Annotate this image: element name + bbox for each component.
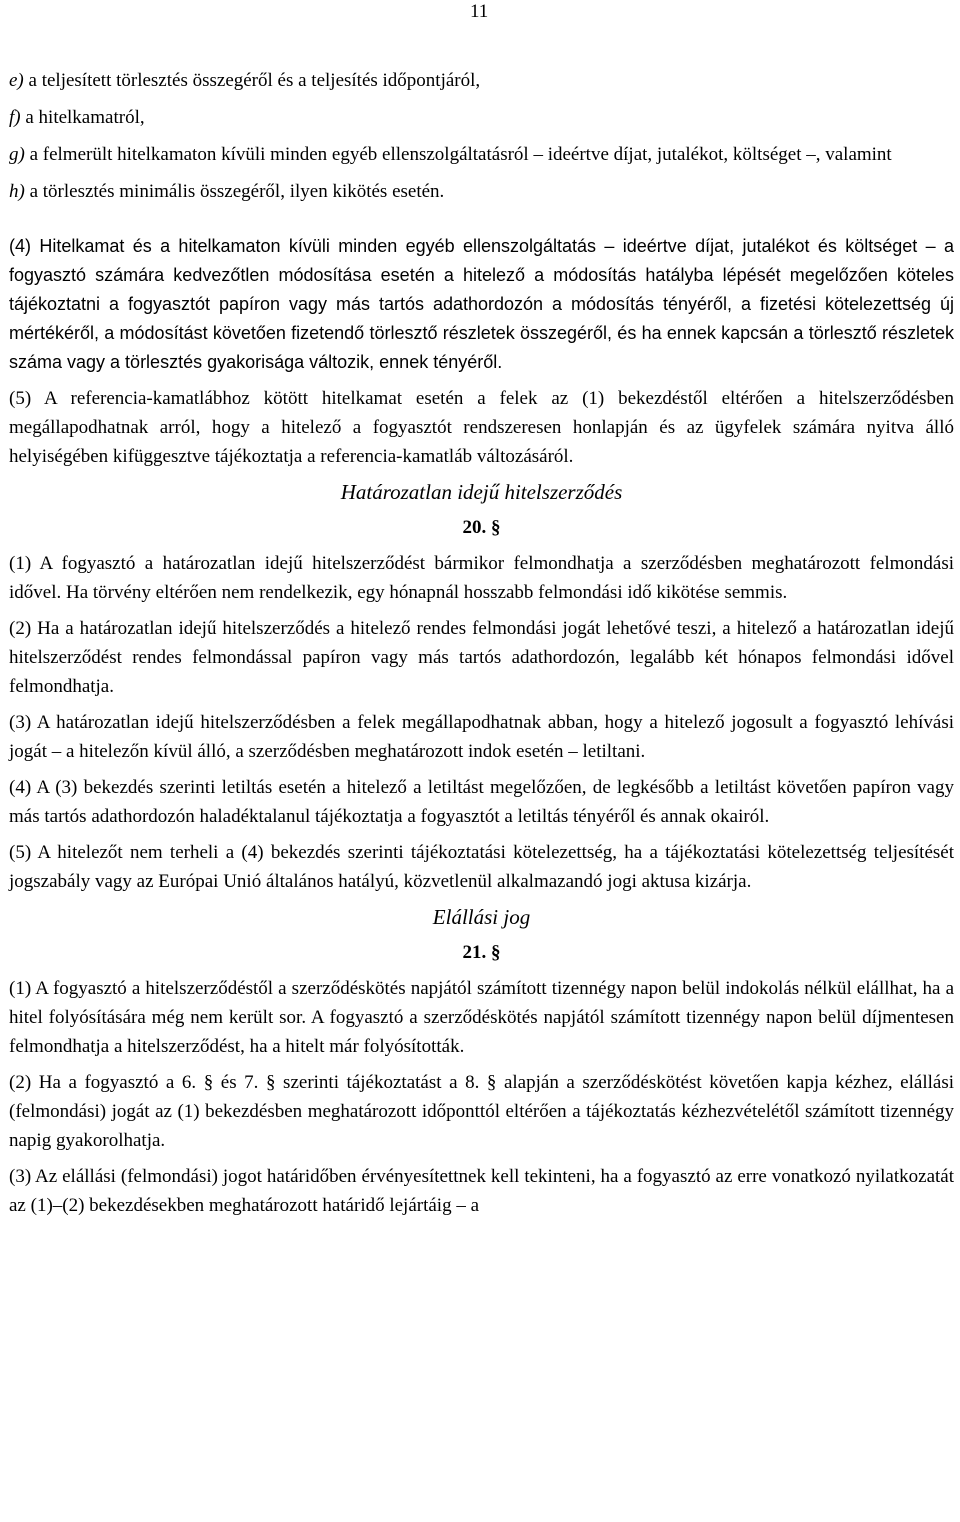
list-item-text: a törlesztés minimális összegéről, ilyen kikötés esetén.	[24, 181, 445, 202]
paragraph-20-3: (3) A határozatlan idejű hitelszerződésben a felek megállapodhatnak abban, hogy a hitelező jogosult a fogyasztó lehívási jogát – a hitelezőn kívül álló, a szerződésben meghatározott indok esetén – letiltani.	[9, 712, 954, 762]
list-item-label: e)	[9, 70, 24, 91]
paragraph-19-4: (4) Hitelkamat és a hitelkamaton kívüli minden egyéb ellenszolgáltatás – ideértve díjat, jutalékot és költséget – a fogyasztó számára kedvezőtlen módosítása esetén a hitelező a módosítás hatályba lépését megelőzően köteles tájékoztatni a fogyasztót papíron vagy más tartós adathordozón a módosítás tényéről, a fizetési kötelezettség új mértékéről, a módosítást követően fizetendő törlesztő részletek összegéről, és ha ennek kapcsán a törlesztő részletek száma vagy a törlesztés gyakorisága változik, ennek tényéről.	[9, 236, 954, 372]
list-item-text: a teljesített törlesztés összegéről és a teljesítés időpontjáról,	[23, 70, 481, 91]
list-item	[9, 105, 954, 131]
paragraph-20-2: (2) Ha a határozatlan idejű hitelszerződés a hitelező rendes felmondási jogát lehetővé teszi, a hitelező a határozatlan idejű hitelszerződést rendes felmondással papíron vagy más tartós adathordozón, legalább két hónapos felmondási idővel felmondhatja.	[9, 618, 954, 697]
list-item	[9, 179, 954, 205]
list-item-label: g)	[9, 144, 25, 165]
enumerated-list	[9, 68, 954, 216]
paragraph-19-5: (5) A referencia-kamatlábhoz kötött hitelkamat esetén a felek az (1) bekezdéstől eltérően a hitelszerződésben megállapodhatnak arról, hogy a hitelező a fogyasztót rendszeresen honlapján és az ügyfelek számára nyitva álló helyiségében kifüggesztve tájékoztatja a referencia-kamatláb változásáról.	[9, 388, 954, 467]
section-20-title: Határozatlan idejű hitelszerződés	[340, 480, 623, 504]
list-item-label: h)	[9, 181, 25, 202]
document-body	[9, 232, 954, 1227]
list-item	[9, 68, 954, 94]
list-item-text: a hitelkamatról,	[20, 107, 145, 128]
paragraph-21-2: (2) Ha a fogyasztó a 6. § és 7. § szerinti tájékoztatást a 8. § alapján a szerződéskötést követően kapja kézhez, elállási (felmondási) jogát az (1) bekezdésben meghatározott időponttól eltérően a tájékoztatás kézhezvételétől számított tizennégy napig gyakorolhatja.	[9, 1072, 954, 1151]
section-21-number: 21. §	[462, 942, 501, 963]
section-20-number: 20. §	[462, 517, 501, 538]
list-item	[9, 142, 954, 168]
list-item-text: a felmerült hitelkamaton kívüli minden egyéb ellenszolgáltatásról – ideértve díjat, jutalékot, költséget –, valamint	[24, 144, 892, 165]
paragraph-21-3: (3) Az elállási (felmondási) jogot határidőben érvényesítettnek kell tekinteni, ha a fogyasztó az erre vonatkozó nyilatkozatát az (1)–(2) bekezdésekben meghatározott határidő lejártáig – a	[9, 1166, 954, 1216]
page-number: 11	[470, 1, 489, 22]
section-21-title: Elállási jog	[432, 905, 531, 929]
paragraph-20-1: (1) A fogyasztó a határozatlan idejű hitelszerződést bármikor felmondhatja a szerződésben meghatározott felmondási idővel. Ha törvény eltérően nem rendelkezik, egy hónapnál hosszabb felmondási idő kikötése semmis.	[9, 553, 954, 603]
list-item-label: f)	[9, 107, 21, 128]
paragraph-20-4: (4) A (3) bekezdés szerinti letiltás esetén a hitelező a letiltást megelőzően, de legkésőbb a letiltást követően papíron vagy más tartós adathordozón haladéktalanul tájékoztatja a fogyasztót a letiltás tényéről és annak okairól.	[9, 777, 954, 827]
paragraph-20-5: (5) A hitelezőt nem terheli a (4) bekezdés szerinti tájékoztatási kötelezettség, ha a tájékoztatási kötelezettség teljesítését jogszabály vagy az Európai Unió általános hatályú, közvetlenül alkalmazandó jogi aktusa kizárja.	[9, 842, 954, 892]
paragraph-21-1: (1) A fogyasztó a hitelszerződéstől a szerződéskötés napjától számított tizennégy napon belül indokolás nélkül elállhat, ha a hitel folyósítására még nem került sor. A fogyasztó a szerződéskötés napjától számított tizennégy napon belül díjmentesen felmondhatja a hitelszerződést, ha a hitelt már folyósították.	[9, 978, 954, 1057]
